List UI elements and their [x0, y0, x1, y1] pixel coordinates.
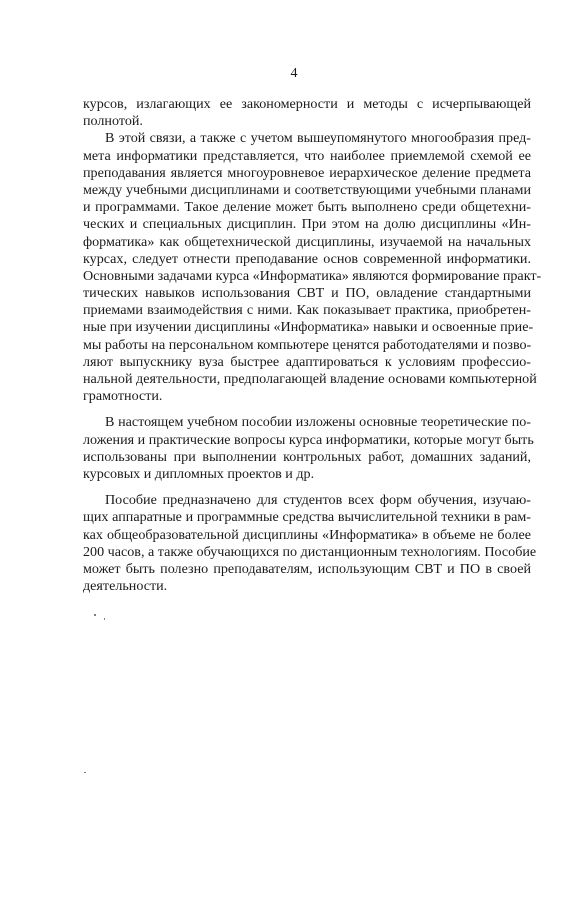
text-line: и программами. Такое деление может быть выполнено среди общетехни- [83, 199, 531, 216]
text-line: ные при изучении дисциплины «Информатика» навыки и освоенные прие- [83, 319, 534, 336]
text-line: ляют выпускнику вуза быстрее адаптироваться к условиям профессио- [83, 353, 531, 370]
text-line: нальной деятельности, предполагающей владение основами компьютерной [83, 371, 537, 387]
page-number: 4 [290, 66, 298, 81]
paragraph [83, 414, 534, 483]
text-line: курсов, излагающих ее закономерности и методы с исчерпывающей [83, 96, 531, 112]
paragraph [83, 96, 531, 130]
text-line: использованы при выполнении контрольных работ, домашних заданий, [83, 448, 531, 465]
text-line: грамотности. [83, 388, 163, 405]
paragraph [83, 130, 542, 405]
text-line: тических навыков использования СВТ и ПО, овладение стандартными [83, 285, 531, 302]
body-text [83, 96, 542, 595]
text-line: Основными задачами курса «Информатика» являются формирование практ- [83, 267, 542, 284]
text-line: В этой связи, а также с учетом вышеупомянутого многообразия пред- [105, 130, 531, 147]
text-line: ложения и практические вопросы курса информатики, которые могут быть [83, 431, 534, 448]
text-line: курсовых и дипломных проектов и др. [83, 465, 315, 482]
scan-speck [104, 618, 105, 620]
text-line: полнотой. [83, 113, 143, 130]
text-line: ках общеобразовательной дисциплины «Информатика» в объеме не более [83, 526, 531, 543]
text-line: ческих и специальных дисциплин. При этом на долю дисциплины «Ин- [83, 216, 531, 233]
text-line: щих аппаратные и программные средства вычислительной техники в рам- [83, 509, 531, 526]
paragraph [83, 492, 537, 595]
scan-speck [84, 772, 86, 773]
text-line: приемами взаимодействия с ними. Как показывает практика, приобретен- [83, 302, 531, 319]
text-line: может быть полезно преподавателям, использующим СВТ и ПО в своей [83, 560, 531, 577]
text-line: курсах, следует отнести преподавание основ современной информатики. [83, 250, 531, 267]
text-line: преподавания является многоуровневое иерархическое деление предмета [83, 164, 531, 181]
text-line: В настоящем учебном пособии изложены основные теоретические по- [105, 414, 531, 431]
text-line: мета информатики представляется, что наиболее приемлемой схемой ее [83, 147, 531, 164]
text-line: деятельности. [83, 578, 168, 595]
text-line: форматика» как общетехнической дисциплины, изучаемой на начальных [83, 233, 531, 250]
text-line: между учебными дисциплинами и соответствующими учебными планами [83, 181, 531, 198]
text-line: мы работы на персональном компьютере ценятся работодателями и позво- [83, 336, 532, 353]
text-line: Пособие предназначено для студентов всех форм обучения, изучаю- [105, 492, 531, 509]
scan-speck [94, 614, 96, 616]
text-line: 200 часов, а также обучающихся по дистанционным технологиям. Пособие [83, 543, 537, 560]
